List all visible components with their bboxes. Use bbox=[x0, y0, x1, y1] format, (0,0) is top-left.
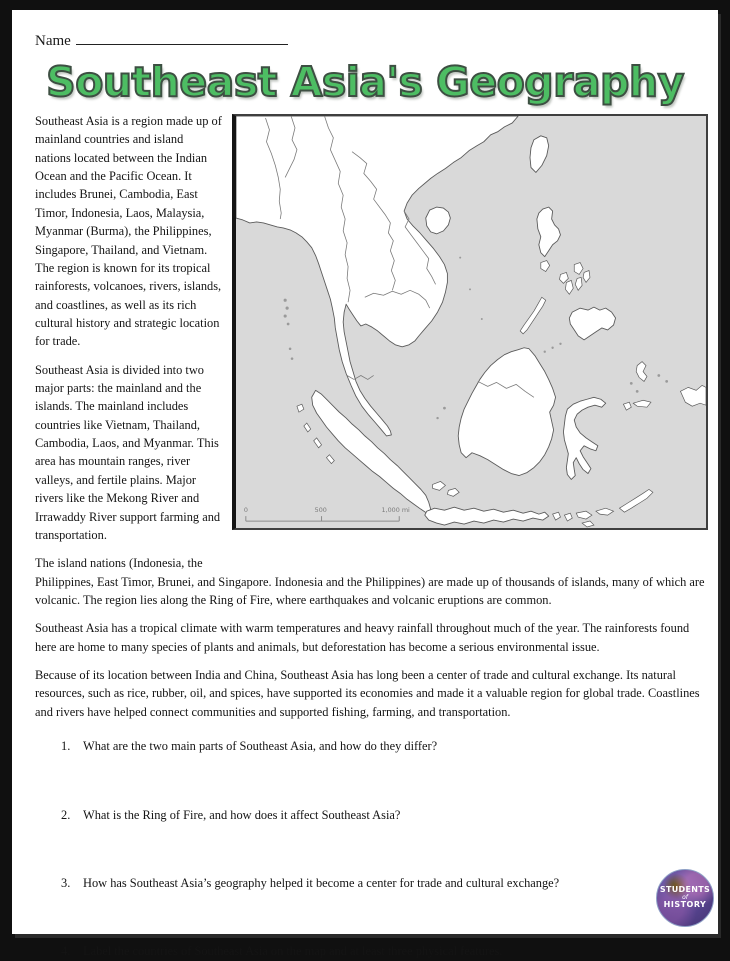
paragraph-climate: Southeast Asia has a tropical climate with warm temperatures and heavy rainfall throughout much of the year. The rainforests found here are home to many species of plants and animals, but deforestation has become a serious environmental issue. bbox=[35, 621, 690, 654]
question-2-text: What is the Ring of Fire, and how does it affect Southeast Asia? bbox=[83, 807, 401, 822]
question-4-text: Label the countries of Southeast Asia on the map and at least three physical features. bbox=[83, 944, 503, 959]
logo-line-of: of bbox=[682, 893, 688, 901]
scale-middle-label: 500 bbox=[314, 506, 327, 515]
question-3-text: How has Southeast Asia’s geography helped it become a center for trade and cultural exchange? bbox=[83, 875, 560, 890]
map-container bbox=[232, 114, 708, 572]
logo-line-history: HISTORY bbox=[663, 900, 707, 910]
scale-end-label: 1,000 mi bbox=[381, 506, 410, 515]
paragraph-island-nations: The island nations (Indonesia, the Philippines, East Timor, Brunei, and Singapore. Indonesia and the Philippines) are made up of thousands of islands, many of which are volcanic. The region lies along the Ring of Fire, where earthquakes and volcanic eruptions are common. bbox=[35, 556, 705, 607]
worksheet-body bbox=[12, 110, 718, 961]
question-1-text: What are the two main parts of Southeast Asia, and how do they differ? bbox=[83, 739, 438, 754]
paragraph-trade: Because of its location between India and China, Southeast Asia has long been a center of trade and cultural exchange. Its natural resources, such as rice, rubber, oil, and spices, have supported its economies and made it a valuable region for global trade. Coastlines and rivers have helped connect communities and supported fishing, farming, and transportation. bbox=[35, 668, 700, 719]
question-3-number: 3. bbox=[61, 875, 71, 890]
question-2 bbox=[61, 806, 708, 824]
question-1 bbox=[61, 737, 708, 755]
question-1-number: 1. bbox=[61, 739, 71, 754]
worksheet-page bbox=[12, 10, 718, 959]
logo-line-students: STUDENTS bbox=[659, 885, 711, 895]
southeast-asia-map bbox=[232, 114, 708, 530]
name-blank-line[interactable] bbox=[76, 31, 288, 45]
students-of-history-logo bbox=[656, 869, 714, 927]
questions-list bbox=[35, 737, 711, 960]
question-4 bbox=[61, 942, 708, 960]
paragraph-mainland: Southeast Asia is divided into two major parts: the mainland and the islands. The mainland includes countries like Vietnam, Thailand, Cambodia, Laos, and Myanmar. This area has mountain ranges, river valleys, and fertile plains. Major rivers like the Mekong River and Irrawaddy River support farming and transportation. bbox=[35, 362, 221, 542]
question-2-number: 2. bbox=[61, 807, 71, 822]
question-3 bbox=[61, 874, 711, 895]
scale-start-label: 0 bbox=[243, 506, 248, 515]
page-title: Southeast Asia's Geography bbox=[46, 58, 684, 106]
paragraph-region-overview: Southeast Asia is a region made up of mainland countries and island nations located between the Indian Ocean and the Pacific Ocean. It includes Brunei, Cambodia, East Timor, Indonesia, Laos, Malaysia, Myanmar (Burma), the Philippines, Singapore, Thailand, and Vietnam. The region is known for its tropical rainforests, volcanoes, rivers, islands, and coastlines, as well as its rich cultural history and strategic location for trade. bbox=[35, 114, 222, 349]
name-label: Name bbox=[35, 33, 71, 49]
question-4-number: 4. bbox=[61, 944, 71, 959]
name-row bbox=[35, 31, 718, 50]
